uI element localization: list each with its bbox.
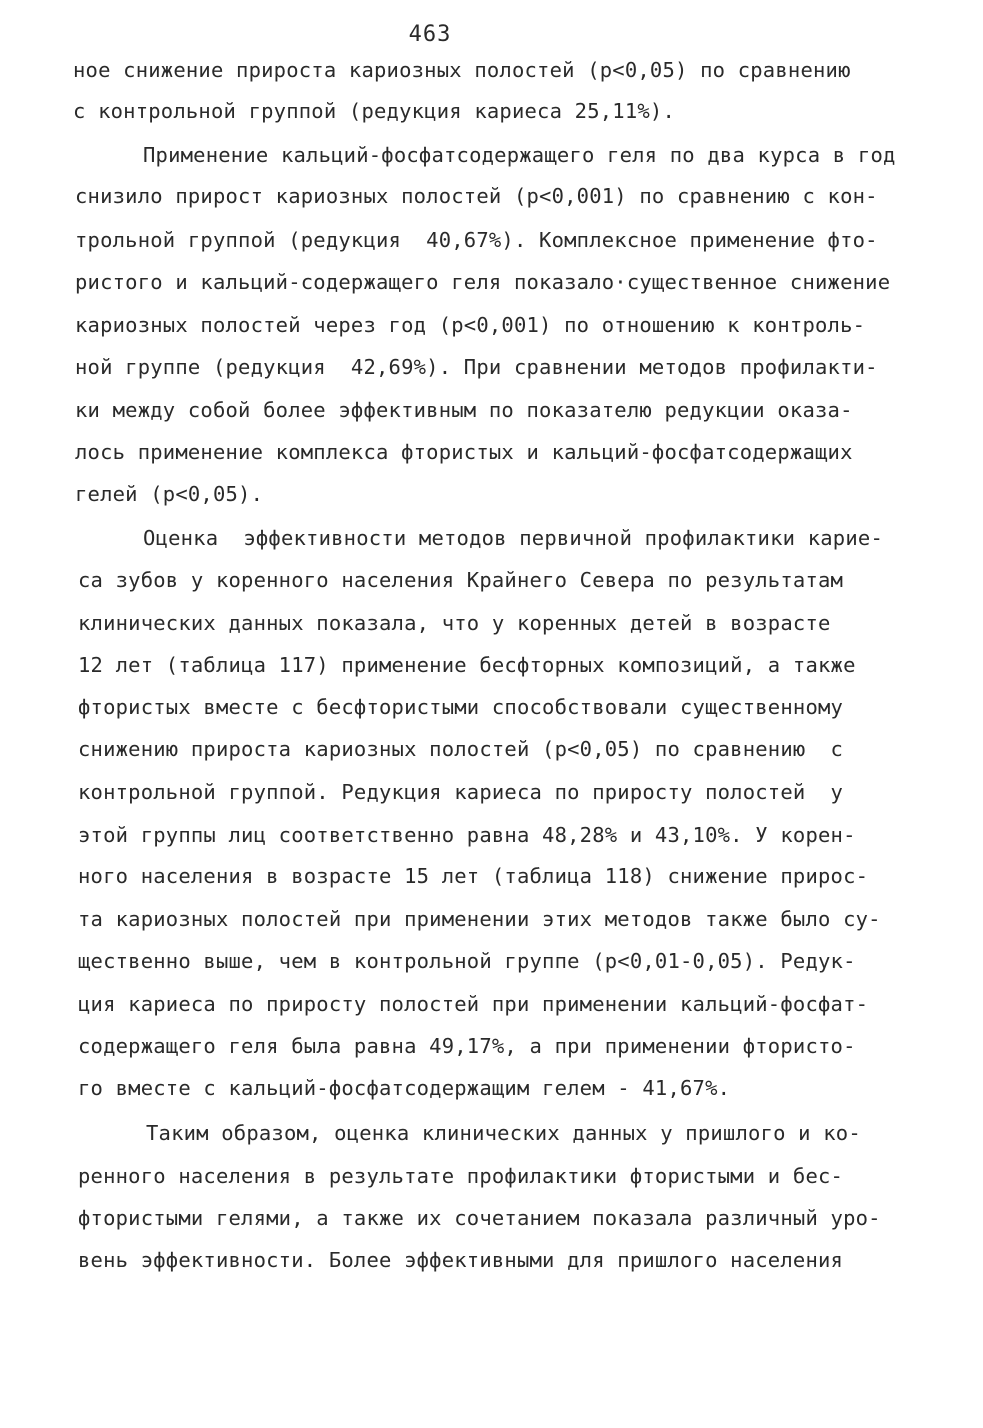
text-line: снизило прирост кариозных полостей (р<0,001) по сравнению с кон- (75, 184, 878, 208)
text-line: трольной группой (редукция 40,67%). Комплексное применение фто- (75, 228, 878, 252)
text-line: Применение кальций-фосфатсодержащего геля по два курса в год (143, 143, 896, 167)
text-line: фтористых вместе с бесфтористыми способствовали существенному (78, 695, 844, 719)
text-line: этой группы лиц соответственно равна 48,28% и 43,10%. У корен- (78, 823, 856, 847)
text-line: ное снижение прироста кариозных полостей (р<0,05) по сравнению (73, 58, 851, 82)
text-line: гелей (р<0,05). (75, 482, 264, 506)
text-line: Оценка эффективности методов первичной профилактики карие- (143, 526, 883, 550)
text-line: ция кариеса по приросту полостей при применении кальций-фосфат- (78, 992, 869, 1016)
text-line: вень эффективности. Более эффективными для пришлого населения (78, 1248, 844, 1272)
text-line: с контрольной группой (редукция кариеса 25,11%). (73, 99, 676, 123)
text-line: го вместе с кальций-фосфатсодержащим гелем - 41,67%. (78, 1076, 731, 1100)
text-line: са зубов у коренного населения Крайнего Севера по результатам (78, 568, 844, 592)
text-line: ной группе (редукция 42,69%). При сравнении методов профилакти- (75, 355, 878, 379)
text-line: ристого и кальций-содержащего геля показало·существенное снижение (75, 270, 891, 294)
text-line: лось применение комплекса фтористых и кальций-фосфатсодержащих (75, 440, 853, 464)
text-line: клинических данных показала, что у коренных детей в возрасте (78, 611, 831, 635)
text-line: ного населения в возрасте 15 лет (таблица 118) снижение прирос- (78, 864, 869, 888)
text-line: снижению прироста кариозных полостей (р<0,05) по сравнению с (78, 737, 844, 761)
text-line: ренного населения в результате профилактики фтористыми и бес- (78, 1164, 844, 1188)
page-number: 463 (408, 22, 452, 47)
text-line: контрольной группой. Редукция кариеса по приросту полостей у (78, 780, 844, 804)
text-line: 12 лет (таблица 117) применение бесфторных композиций, а также (78, 653, 856, 677)
text-line: ки между собой более эффективным по показателю редукции оказа- (75, 398, 853, 422)
text-line: кариозных полостей через год (р<0,001) по отношению к контроль- (75, 313, 866, 337)
text-line: щественно выше, чем в контрольной группе (р<0,01-0,05). Редук- (78, 949, 856, 973)
text-line: содержащего геля была равна 49,17%, а при применении фтористо- (78, 1034, 856, 1058)
text-line: фтористыми гелями, а также их сочетанием показала различный уро- (78, 1206, 881, 1230)
text-line: Таким образом, оценка клинических данных у пришлого и ко- (146, 1121, 861, 1145)
text-line: та кариозных полостей при применении этих методов также было су- (78, 907, 881, 931)
